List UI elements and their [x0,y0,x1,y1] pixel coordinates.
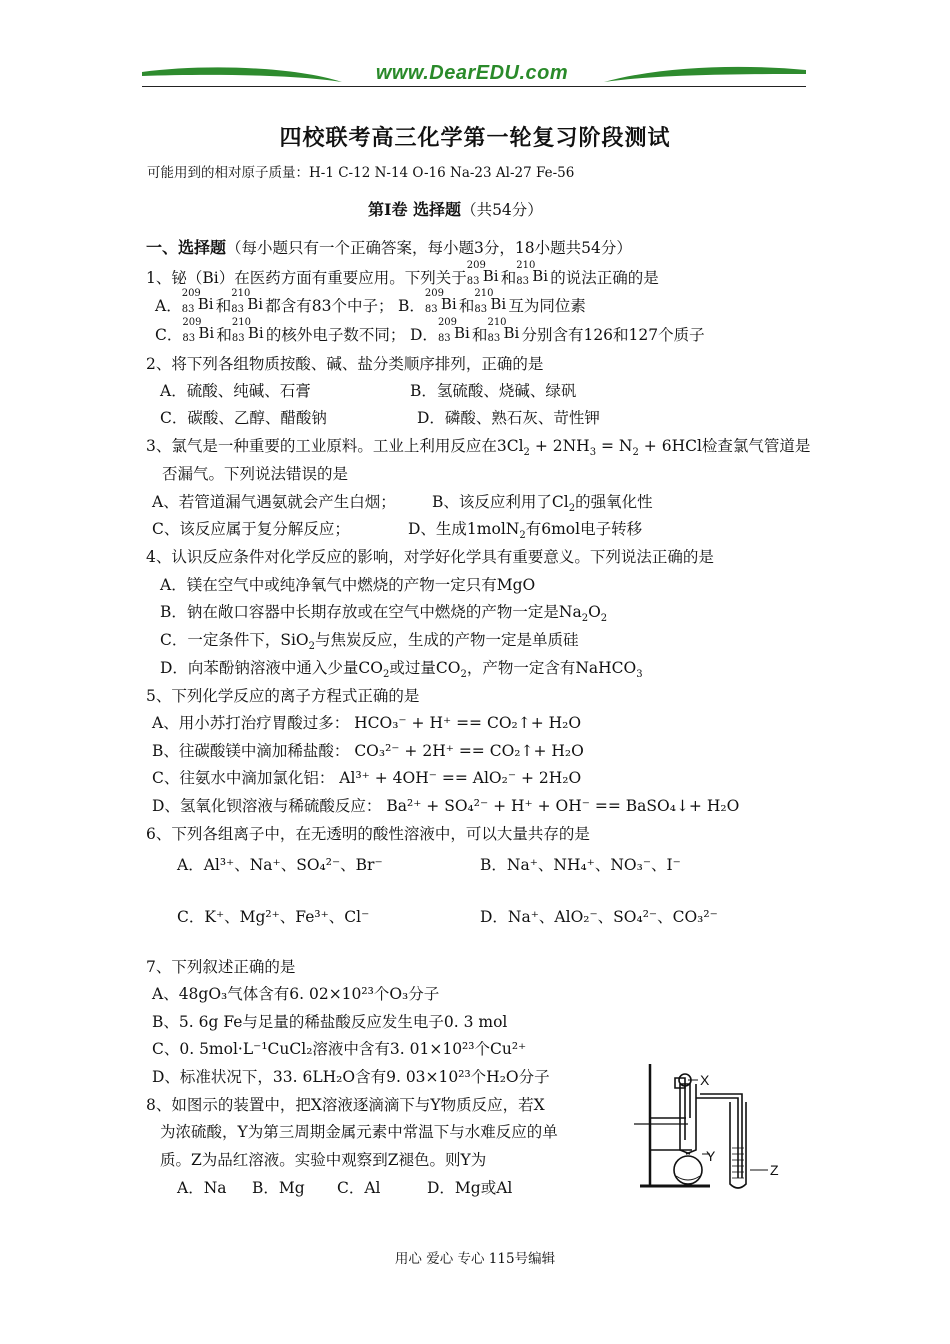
iso-mass: 209 [466,260,486,271]
iso-z: 83 [474,304,488,315]
q4-option-c[interactable]: C．一定条件下，SiO$_2$与焦炭反应，生成的产物一定是单质硅 [160,631,579,653]
part1-points: （共54分） [461,201,543,219]
q7-option-d[interactable]: D、标准状况下，33. 6LH₂O含有9. 03×10²³个H₂O分子 [152,1068,550,1086]
q2-stem: 2、将下列各组物质按酸、碱、盐分类顺序排列，正确的是 [146,355,544,373]
q5-option-a[interactable]: A、用小苏打治疗胃酸过多： HCO₃⁻ + H⁺ == CO₂↑+ H₂O [152,714,582,732]
q3-text: + 6HCl检查氯气管道是 [638,437,811,455]
isotope-bi210 [487,317,521,344]
q2-option-c[interactable]: C．碳酸、乙醇、醋酸钠 [160,409,327,427]
iso-z: 83 [231,333,245,344]
iso-mass: 209 [437,317,458,328]
q1-stem-a: 1、铋（Bi）在医药方面有重要应用。下列关于 [146,269,467,287]
opt-text: 与焦炭反应，生成的产物一定是单质硅 [315,631,579,649]
q7-option-c[interactable]: C、0. 5mol·L⁻¹CuCl₂溶液中含有3. 01×10²³个Cu²⁺ [152,1040,527,1058]
opt-text: 或过量CO [389,659,461,677]
isotope-bi209 [181,288,216,315]
section1-note: （每小题只有一个正确答案，每小题3分，18小题共54分） [226,239,632,257]
section1-label: 一、选择题 [146,238,227,257]
iso-el: Bi [198,324,215,342]
iso-mass: 210 [487,317,507,328]
q8-stem-line2: 为浓硫酸，Y为第三周期金属元素中常温下与水难反应的单 [160,1123,558,1141]
iso-mass: 210 [231,317,251,328]
q2-option-d[interactable]: D．磷酸、熟石灰、苛性钾 [417,409,600,427]
opt-and: 和 [471,326,488,344]
q1-option-b[interactable] [398,288,586,316]
q6-option-b[interactable]: B．Na⁺、NH₄⁺、NO₃⁻、I⁻ [480,856,681,874]
q1-option-a[interactable] [155,288,394,316]
opt-text: 分别含有126和127个质子 [521,326,705,344]
iso-el: Bi [532,267,549,285]
label-y: Y [706,1148,716,1164]
q4-option-d[interactable]: D．向苯酚钠溶液中通入少量$CO_2$或过量$CO_2$，产物一定含有NaHCO$_3$ [160,659,643,681]
iso-z: 83 [182,333,196,344]
opt-label: A． [155,297,182,315]
iso-z: 83 [181,304,195,315]
opt-text: C．一定条件下，SiO [160,631,309,649]
section1-heading [146,235,632,258]
iso-z: 83 [424,304,438,315]
q1-stem-c: 的说法正确的是 [550,269,659,287]
q4-option-b[interactable]: B．钠在敞口容器中长期存放或在空气中燃烧的产物一定是$Na_2O_2$ [160,603,608,625]
iso-el: Bi [440,295,457,313]
iso-el: Bi [197,295,214,313]
q1-stem [146,260,659,288]
opt-and: 和 [216,326,232,344]
opt-label: D． [410,326,438,344]
opt-text: D、生成1molN [408,520,520,538]
q5-option-c[interactable]: C、往氨水中滴加氯化铝： Al³⁺ + 4OH⁻ == AlO₂⁻ + 2H₂O [152,769,582,787]
isotope-bi209 [437,317,472,344]
opt-text: B．钠在敞口容器中长期存放或在空气中燃烧的产物一定是Na [160,603,582,621]
isotope-bi209 [466,260,501,287]
iso-mass: 210 [474,288,494,299]
site-logo[interactable]: www.DearEDU.com [375,62,569,84]
opt-text: 的强氧化性 [575,493,653,511]
q8-stem-line1: 8、如图示的装置中，把X溶液逐滴滴下与Y物质反应，若X [146,1096,545,1114]
q6-option-c[interactable]: C．K⁺、Mg²⁺、Fe³⁺、Cl⁻ [177,908,370,926]
q2-option-a[interactable]: A．硫酸、纯碱、石膏 [160,382,311,400]
part1-title: 第Ⅰ卷 选择题 [368,200,462,219]
q3-option-d[interactable]: D、生成1molN$_2$有6mol电子转移 [408,520,643,542]
q7-option-a[interactable]: A、48gO₃气体含有6. 02×10²³个O₃分子 [152,985,440,1003]
q1-option-d[interactable] [410,317,705,345]
label-x: X [700,1072,710,1088]
q8-option-b[interactable]: B．Mg [252,1179,305,1197]
q3-option-b[interactable]: B、该反应利用了$Cl_2$的强氧化性 [432,493,653,515]
q1-option-c[interactable] [155,317,406,345]
opt-text: 都含有83个中子； [265,297,394,315]
opt-and: 和 [215,297,232,315]
iso-z: 83 [231,304,244,315]
q1-stem-b: 和 [500,269,517,287]
iso-el: Bi [453,324,470,342]
q7-stem: 7、下列叙述正确的是 [146,958,296,976]
isotope-bi209 [182,317,216,344]
isotope-bi210 [231,317,266,344]
iso-mass: 209 [182,317,202,328]
iso-el: Bi [247,324,264,342]
iso-el: Bi [503,324,520,342]
q3-text: 3、氯气是一种重要的工业原料。工业上利用反应在3Cl [146,437,524,455]
iso-z: 83 [487,333,501,344]
q8-option-a[interactable]: A．Na [177,1179,227,1197]
part1-heading [368,197,543,220]
q5-option-d[interactable]: D、氢氧化钡溶液与稀硫酸反应： Ba²⁺ + SO₄²⁻ + H⁺ + OH⁻ == BaSO₄↓+ H₂O [152,797,740,815]
q2-option-b[interactable]: B．氢硫酸、烧碱、绿矾 [410,382,577,400]
q3-stem-line2: 否漏气。下列说法错误的是 [162,465,349,483]
q5-stem: 5、下列化学反应的离子方程式正确的是 [146,687,420,705]
header-rule [142,86,806,87]
opt-label: B． [398,297,425,315]
atomic-masses: 可能用到的相对原子质量：H-1 C-12 N-14 O-16 Na-23 Al-27 Fe-56 [147,165,575,181]
isotope-bi210 [516,260,550,287]
opt-text: 有6mol电子转移 [525,520,643,538]
iso-mass: 209 [181,288,201,299]
opt-text: D．向苯酚钠溶液中通入少量CO [160,659,383,677]
iso-mass: 210 [516,260,536,271]
opt-text: B、该反应利用了Cl [432,493,569,511]
iso-z: 83 [437,333,451,344]
q8-option-d[interactable]: D．Mg或Al [427,1179,513,1197]
opt-text: O [588,603,601,621]
page-title: 四校联考高三化学第一轮复习阶段测试 [279,125,671,151]
page-footer: 用心 爱心 专心 115号编辑 [394,1251,556,1267]
q6-option-a[interactable]: A．Al³⁺、Na⁺、SO₄²⁻、Br⁻ [177,856,383,874]
opt-text: 互为同位素 [508,297,586,315]
q3-option-c[interactable]: C、该反应属于复分解反应； [152,520,350,538]
iso-el: Bi [247,295,264,313]
q6-option-d[interactable]: D．Na⁺、AlO₂⁻、SO₄²⁻、CO₃²⁻ [480,908,718,926]
q5-option-b[interactable]: B、往碳酸镁中滴加稀盐酸： CO₃²⁻ + 2H⁺ == CO₂↑+ H₂O [152,742,584,760]
q8-stem-line3: 质。Z为品红溶液。实验中观察到Z褪色。则Y为 [160,1151,487,1169]
q7-option-b[interactable]: B、5. 6g Fe与足量的稀盐酸反应发生电子0. 3 mol [152,1013,508,1031]
isotope-bi210 [231,288,265,315]
opt-text: ，产物一定含有NaHCO [466,659,637,677]
iso-z: 83 [516,276,529,287]
header-banner [142,60,806,96]
iso-el: Bi [490,295,507,313]
opt-label: C． [155,326,183,344]
iso-el: Bi [482,267,499,285]
q3-option-a[interactable]: A、若管道漏气遇氨就会产生白烟； [152,493,396,511]
q6-stem: 6、下列各组离子中，在无透明的酸性溶液中，可以大量共存的是 [146,825,590,843]
q3-text: = N [596,437,633,455]
q3-text: + 2NH [529,437,590,455]
q8-option-c[interactable]: C．Al [337,1179,381,1197]
apparatus-figure [628,1058,788,1194]
opt-and: 和 [458,297,475,315]
opt-text: 的核外电子数不同； [265,326,406,344]
isotope-bi209 [424,288,459,315]
q4-option-a[interactable]: A．镁在空气中或纯净氧气中燃烧的产物一定只有MgO [160,576,536,594]
iso-z: 83 [466,276,480,287]
q3-stem-line1: 3、氯气是一种重要的工业原料。工业上利用反应在$3Cl_2 + 2NH_3 = N_2 + 6HCl$检查氯气管道是 [146,437,811,459]
isotope-bi210 [474,288,508,315]
label-z: Z [770,1162,779,1178]
iso-mass: 210 [231,288,251,299]
iso-mass: 209 [424,288,444,299]
q4-stem: 4、认识反应条件对化学反应的影响，对学好化学具有重要意义。下列说法正确的是 [146,548,714,566]
